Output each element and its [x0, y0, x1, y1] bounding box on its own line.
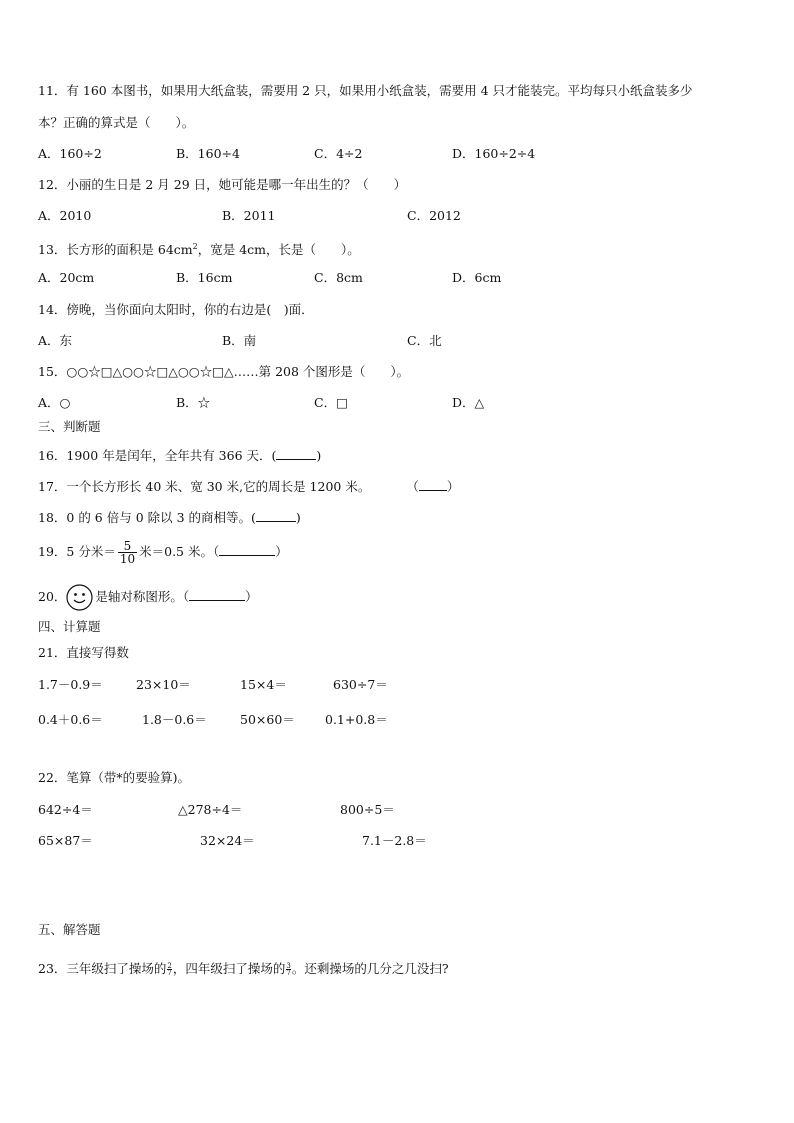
- q22-item-3: 800÷5＝: [340, 802, 395, 817]
- q21-item-6: 1.8－0.6＝: [142, 712, 207, 727]
- q18-answer-blank[interactable]: [256, 521, 296, 522]
- q23-f1-num: 2: [167, 962, 172, 970]
- question-12: 12．小丽的生日是 2 月 29 日，她可能是哪一年出生的？（ ）: [38, 177, 407, 192]
- q21-item-4: 630÷7＝: [333, 677, 388, 692]
- q23-text-b: ，四年级扫了操场的: [172, 961, 286, 976]
- q16-close: ): [316, 448, 322, 463]
- q19-close: ）: [275, 544, 288, 559]
- q17-close: ）: [446, 479, 460, 494]
- q17-answer-blank[interactable]: [419, 490, 447, 491]
- question-15: 15．○○☆□△○○☆□△○○☆□△……第 208 个图形是（ ）。: [38, 364, 410, 379]
- question-22-title: 22．笔算（带*的要验算)。: [38, 770, 191, 785]
- q11-option-c: C．4÷2: [314, 146, 363, 161]
- q13-option-a: A．20cm: [38, 270, 95, 285]
- q22-item-6: 7.1－2.8＝: [362, 833, 427, 848]
- q23-text-c: 。还剩操场的几分之几没扫?: [291, 961, 449, 976]
- q13-text-b: ，宽是 4cm，长是（ ）。: [197, 242, 360, 258]
- question-11-line2: 本？正确的算式是（ ）。: [38, 115, 195, 130]
- q14-option-a: A．东: [38, 333, 73, 348]
- q22-item-2: △278÷4＝: [178, 802, 243, 817]
- q11-option-a: A．160÷2: [38, 146, 102, 161]
- question-18: [38, 510, 301, 526]
- question-19: [38, 537, 288, 567]
- q21-item-2: 23×10＝: [136, 677, 191, 692]
- q11-option-b: B．160÷4: [176, 146, 240, 161]
- q23-fraction-1: [167, 963, 171, 976]
- section-3-heading: 三、判断题: [38, 419, 101, 434]
- question-23: [38, 961, 449, 977]
- q15-option-b: B．☆: [176, 395, 211, 410]
- q20-answer-blank[interactable]: [189, 600, 245, 601]
- q12-option-b: B．2011: [222, 208, 276, 223]
- q15-option-a: A．○: [38, 395, 71, 410]
- q15-option-d: D．△: [452, 395, 485, 410]
- section-5-heading: 五、解答题: [38, 922, 101, 937]
- q12-option-c: C．2012: [407, 208, 461, 223]
- q23-f2-den: 7: [286, 969, 291, 977]
- q22-item-1: 642÷4＝: [38, 802, 93, 817]
- q12-option-a: A．2010: [38, 208, 92, 223]
- q14-option-c: C．北: [407, 333, 442, 348]
- q20-close: ）: [245, 589, 258, 604]
- question-14: 14．傍晚，当你面向太阳时，你的右边是( )面．: [38, 302, 314, 317]
- question-20: [38, 582, 258, 612]
- q22-item-5: 32×24＝: [200, 833, 255, 848]
- section-4-heading: 四、计算题: [38, 619, 101, 634]
- question-21-title: 21．直接写得数: [38, 645, 129, 660]
- q19-denominator: 10: [119, 552, 136, 566]
- q19-answer-blank[interactable]: [219, 555, 275, 556]
- q13-option-c: C．8cm: [314, 270, 363, 285]
- q16-answer-blank[interactable]: [276, 459, 316, 460]
- q21-item-5: 0.4＋0.6＝: [38, 712, 103, 727]
- q15-option-c: C．□: [314, 395, 348, 410]
- q17-open: （: [406, 479, 419, 494]
- q13-text-a: 13．长方形的面积是 64cm: [38, 242, 193, 258]
- q22-item-4: 65×87＝: [38, 833, 93, 848]
- q11-option-d: D．160÷2÷4: [452, 146, 536, 161]
- q18-close: ): [295, 510, 301, 525]
- question-17: [38, 479, 459, 495]
- q20-prefix: 20．: [38, 589, 67, 604]
- q19-text-b: 米＝0.5 米。（: [139, 544, 220, 559]
- q23-f2-num: 3: [286, 962, 291, 970]
- q16-text: 16．1900 年是闰年，全年共有 366 天．(: [38, 448, 277, 463]
- q23-text-a: 23．三年级扫了操场的: [38, 961, 167, 976]
- q23-fraction-2: [286, 963, 290, 976]
- q19-fraction: [118, 540, 137, 565]
- q21-item-8: 0.1+0.8＝: [325, 712, 388, 727]
- q21-item-7: 50×60＝: [240, 712, 295, 727]
- q21-item-3: 15×4＝: [240, 677, 287, 692]
- smiley-face-icon: [66, 584, 93, 611]
- question-13: [38, 239, 360, 258]
- q13-option-d: D．6cm: [452, 270, 502, 285]
- q14-option-b: B．南: [222, 333, 257, 348]
- q13-superscript: 2: [192, 242, 198, 251]
- q23-f1-den: 7: [167, 969, 172, 977]
- q18-text: 18．0 的 6 倍与 0 除以 3 的商相等。(: [38, 510, 256, 525]
- q17-text: 17．一个长方形长 40 米、宽 30 米,它的周长是 1200 米。: [38, 479, 371, 494]
- question-11-line1: 11．有 160 本图书，如果用大纸盒装，需要用 2 只，如果用小纸盒装，需要用 4 只才能装完。平均每只小纸盒装多少: [38, 83, 693, 98]
- question-16: [38, 448, 321, 464]
- q20-text: 是轴对称图形。（: [95, 589, 190, 604]
- q19-text-a: 19．5 分米＝: [38, 544, 116, 559]
- q13-option-b: B．16cm: [176, 270, 233, 285]
- q21-item-1: 1.7－0.9＝: [38, 677, 103, 692]
- q19-numerator: 5: [123, 539, 132, 553]
